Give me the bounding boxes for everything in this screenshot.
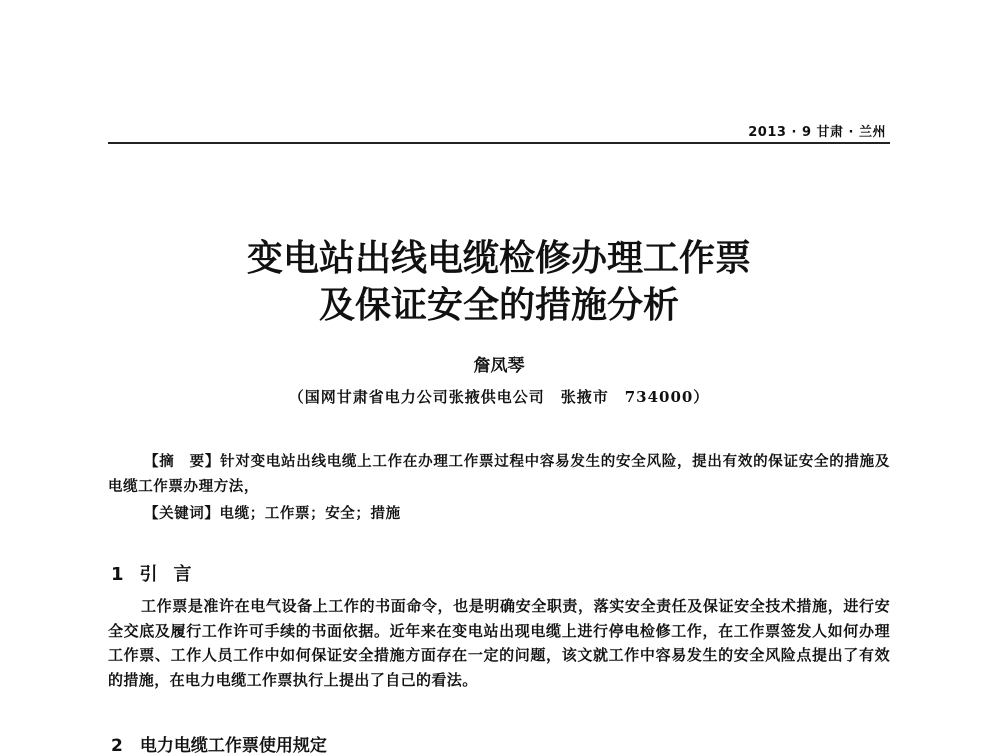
title-line-1: 变电站出线电缆检修办理工作票 (246, 237, 751, 279)
keywords-text: 电缆；工作票；安全；措施 (219, 505, 401, 522)
author-affiliation: （国网甘肃省电力公司张掖供电公司 张掖市 734000） (288, 388, 710, 406)
keywords (144, 502, 401, 523)
section-1-title: 引言 (139, 564, 208, 585)
abstract (108, 449, 890, 499)
keywords-label: 【关键词】 (144, 505, 220, 522)
section-1-number: 1 (111, 564, 124, 585)
title-line-2: 及保证安全的措施分析 (318, 284, 679, 326)
header-rule (108, 142, 890, 144)
section-1-heading (111, 560, 208, 586)
abstract-label: 【摘 要】 (144, 453, 221, 470)
section-1-paragraph: 工作票是准许在电气设备上工作的书面命令，也是明确安全职责，落实安全责任及保证安全技术措施，进行安全交底及履行工作许可手续的书面依据。近年来在变电站出现电缆上进行停电检修工作，在工作票签发人如何办理工作票、工作人员工作中如何保证安全措施方面存在一定的问题，该文就工作中容易发生的安全风险点提出了有效的措施，在电力电缆工作票执行上提出了自己的看法。 (108, 597, 890, 689)
running-header: 2013 · 9 甘肃 · 兰州 (748, 125, 886, 140)
author-name: 詹凤琴 (473, 356, 525, 376)
section-2-heading: 2 电力电缆工作票使用规定 (111, 736, 327, 756)
abstract-text: 针对变电站出线电缆上工作在办理工作票过程中容易发生的安全风险，提出有效的保证安全的措施及电缆工作票办理方法， (108, 453, 890, 495)
